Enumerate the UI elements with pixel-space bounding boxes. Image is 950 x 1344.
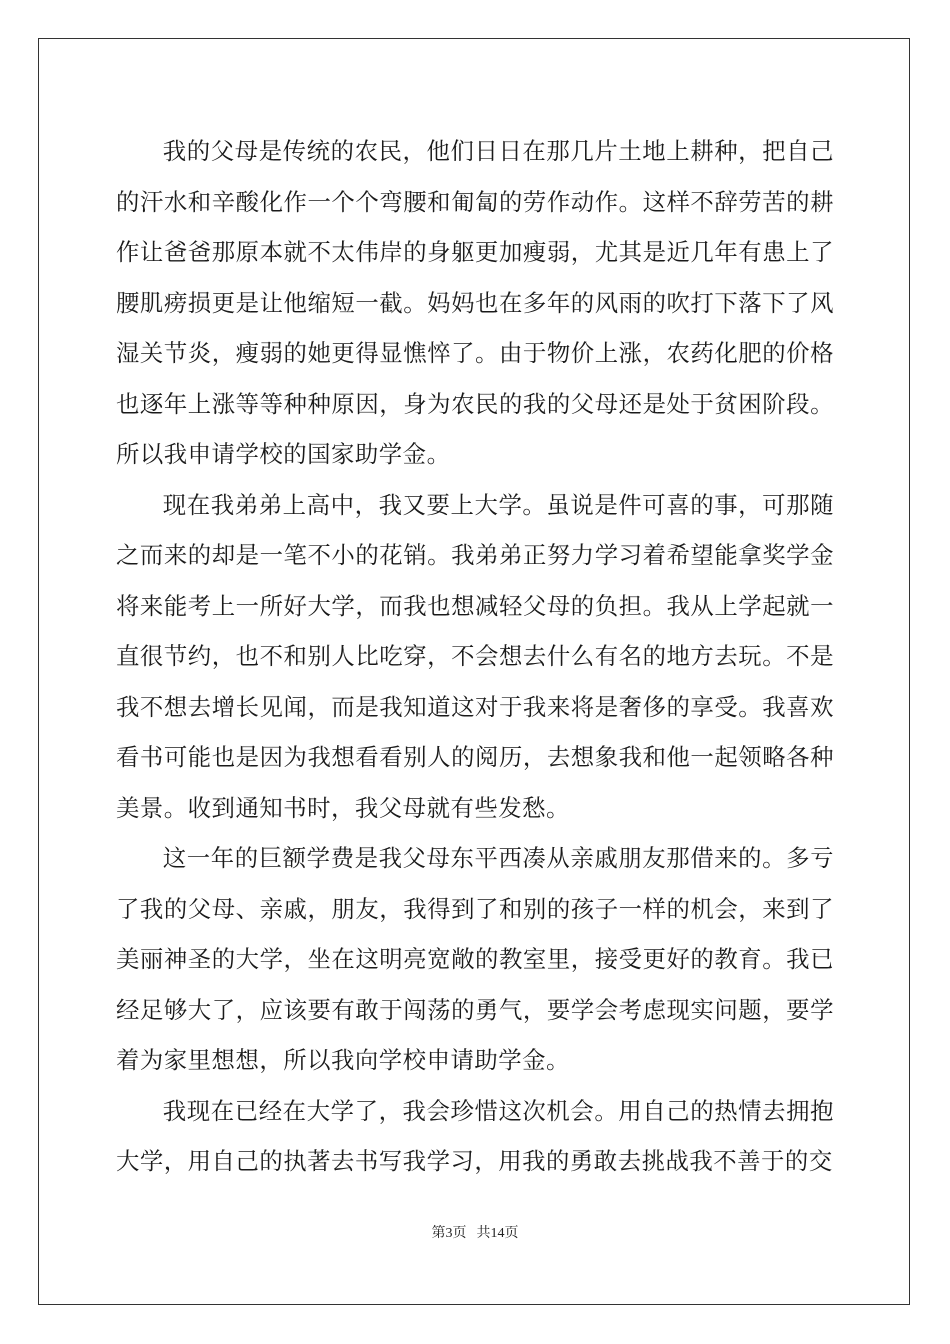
paragraph: 这一年的巨额学费是我父母东平西凑从亲戚朋友那借来的。多亏了我的父母、亲戚，朋友，我得到了和别的孩子一样的机会，来到了美丽神圣的大学，坐在这明亮宽敞的教室里，接受更好的教育。我已经足够大了，应该要有敢于闯荡的勇气，要学会考虑现实问题，要学着为家里想想，所以我向学校申请助学金。 bbox=[116, 844, 834, 1074]
page-total: 共14页 bbox=[476, 1226, 519, 1241]
paragraph: 我的父母是传统的农民，他们日日在那几片土地上耕种，把自己的汗水和辛酸化作一个个弯腰和匍匐的劳作动作。这样不辞劳苦的耕作让爸爸那原本就不太伟岸的身躯更加瘦弱，尤其是近几年有患上了腰肌痨损更是让他缩短一截。妈妈也在多年的风雨的吹打下落下了风湿关节炎，瘦弱的她更得显憔悴了。由于物价上涨，农药化肥的价格也逐年上涨等等种种原因，身为农民的我的父母还是处于贫困阶段。所以我申请学校的国家助学金。 bbox=[116, 137, 834, 468]
paragraph: 现在我弟弟上高中，我又要上大学。虽说是件可喜的事，可那随之而来的却是一笔不小的花销。我弟弟正努力学习着希望能拿奖学金将来能考上一所好大学，而我也想减轻父母的负担。我从上学起就一直很节约，也不和别人比吃穿，不会想去什么有名的地方去玩。不是我不想去增长见闻，而是我知道这对于我来将是奢侈的享受。我喜欢看书可能也是因为我想看看别人的阅历，去想象我和他一起领略各种美景。收到通知书时，我父母就有些发愁。 bbox=[116, 490, 834, 822]
page-footer bbox=[0, 1222, 950, 1242]
document-body bbox=[116, 126, 834, 1187]
page-number: 第3页 bbox=[431, 1226, 467, 1241]
paragraph: 我现在已经在大学了，我会珍惜这次机会。用自己的热情去拥抱大学，用自己的执著去书写我学习，用我的勇敢去挑战我不善于的交 bbox=[116, 1096, 834, 1175]
